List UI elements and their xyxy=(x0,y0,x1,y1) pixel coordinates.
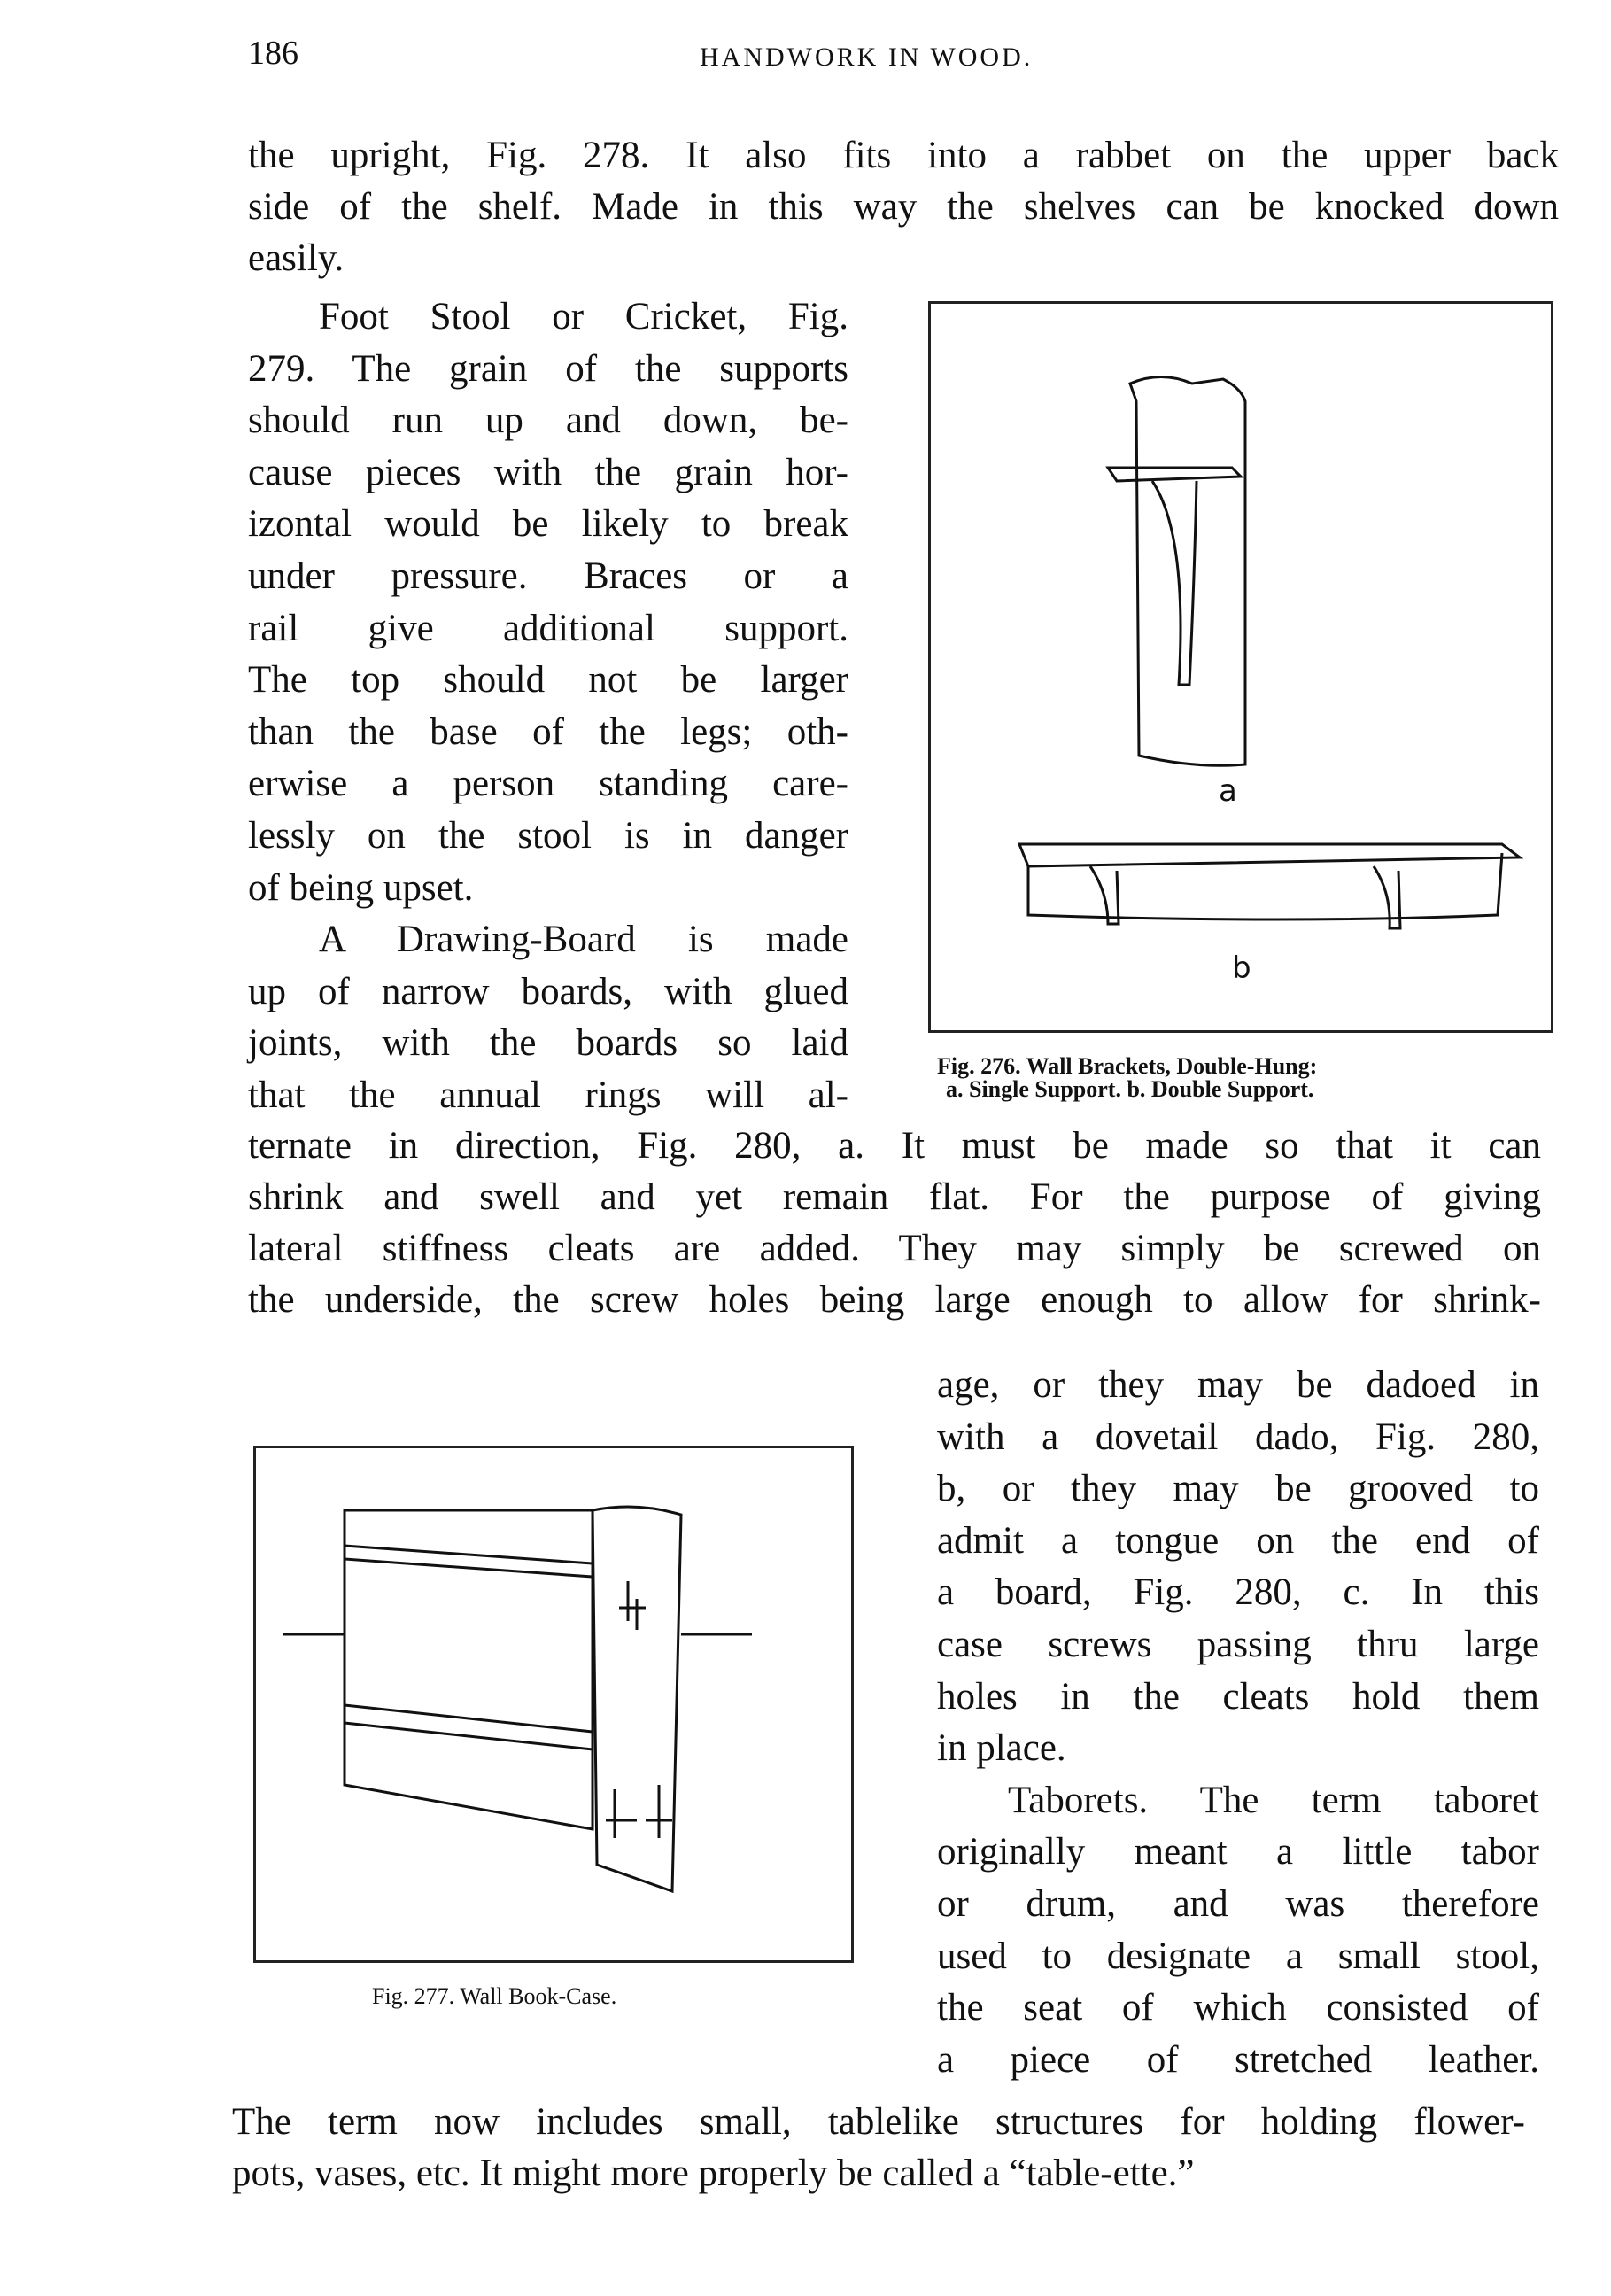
text-line: the underside, the screw holes being large enough to allow for shrink- xyxy=(248,1279,1541,1321)
wall-brackets-illustration xyxy=(931,304,1551,1030)
text-line: or drum, and was therefore xyxy=(937,1883,1539,1925)
text-line: lateral stiffness cleats are added. They may simply be screwed on xyxy=(248,1228,1541,1269)
figure-276-wall-brackets xyxy=(928,301,1553,1033)
book-case-illustration xyxy=(256,1448,851,1960)
page-number: 186 xyxy=(248,35,298,72)
text-line: joints, with the boards so laid xyxy=(248,1022,848,1065)
figure-277-book-case xyxy=(253,1446,854,1963)
text-line: case screws passing thru large xyxy=(937,1624,1539,1665)
text-line: shrink and swell and yet remain flat. For the purpose of giving xyxy=(248,1176,1541,1218)
text-line: a piece of stretched leather. xyxy=(937,2038,1539,2081)
text-line: cause pieces with the grain hor- xyxy=(248,451,848,493)
text-line: Foot Stool or Cricket, Fig. xyxy=(319,296,848,337)
text-line: of being upset. xyxy=(248,866,474,909)
text-line: side of the shelf. Made in this way the shelves can be knocked down xyxy=(248,186,1559,228)
text-line: holes in the cleats hold them xyxy=(937,1675,1539,1718)
figure-277-caption: Fig. 277. Wall Book-Case. xyxy=(372,1983,617,2009)
text-line: the upright, Fig. 278. It also fits into a rabbet on the upper back xyxy=(248,135,1559,176)
figure-label-b: b xyxy=(1232,950,1251,986)
text-line: originally meant a little tabor xyxy=(937,1831,1539,1873)
text-line: erwise a person standing care- xyxy=(248,763,848,805)
text-line: the seat of which consisted of xyxy=(937,1987,1539,2029)
text-line: admit a tongue on the end of xyxy=(937,1519,1539,1562)
text-line: ternate in direction, Fig. 280, a. It must be made so that it can xyxy=(248,1125,1541,1167)
text-line: used to designate a small stool, xyxy=(937,1935,1539,1977)
text-line: The term now includes small, tablelike structures for holding flower- xyxy=(232,2101,1525,2143)
text-line: lessly on the stool is in danger xyxy=(248,815,848,857)
figure-276-caption-line-2: a. Single Support. b. Double Support. xyxy=(946,1076,1314,1102)
text-line: should run up and down, be- xyxy=(248,399,848,442)
running-title: HANDWORK IN WOOD. xyxy=(700,43,1034,72)
text-line: in place. xyxy=(937,1727,1066,1770)
figure-label-a: a xyxy=(1219,773,1237,809)
text-line: b, or they may be grooved to xyxy=(937,1468,1539,1510)
text-line: under pressure. Braces or a xyxy=(248,555,848,597)
text-line: than the base of the legs; oth- xyxy=(248,710,848,753)
figure-276-caption-line-1: Fig. 276. Wall Brackets, Double-Hung: xyxy=(937,1053,1318,1079)
text-line: easily. xyxy=(248,237,345,279)
text-line: Taborets. The term taboret xyxy=(1008,1779,1539,1821)
text-line: age, or they may be dadoed in xyxy=(937,1364,1539,1406)
text-line: rail give additional support. xyxy=(248,607,848,649)
text-line: up of narrow boards, with glued xyxy=(248,970,848,1012)
text-line: with a dovetail dado, Fig. 280, xyxy=(937,1416,1539,1458)
text-line: a board, Fig. 280, c. In this xyxy=(937,1571,1539,1614)
text-line: A Drawing-Board is made xyxy=(319,919,848,961)
text-line: that the annual rings will al- xyxy=(248,1074,848,1116)
text-line: pots, vases, etc. It might more properly be called a “table-ette.” xyxy=(232,2152,1195,2194)
text-line: 279. The grain of the supports xyxy=(248,347,848,390)
text-line: The top should not be larger xyxy=(248,659,848,702)
text-line: izontal would be likely to break xyxy=(248,503,848,546)
